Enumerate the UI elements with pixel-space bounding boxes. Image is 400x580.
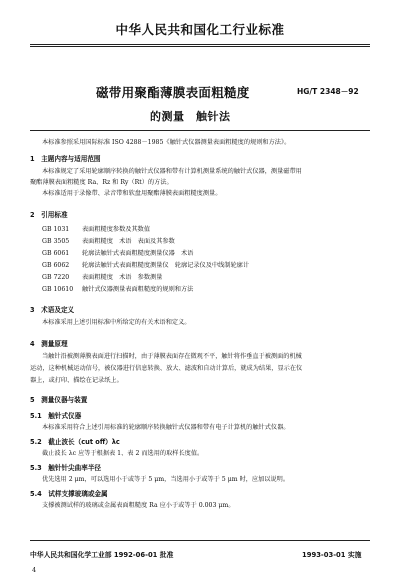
clause-5-4-heading: 5.4 试样支撑玻璃或金属 bbox=[30, 490, 108, 498]
title-separator-rule bbox=[30, 130, 370, 131]
clause-5-3-text: 优先选用 2 μm，可以选用小于或等于 5 μm，当选用小于或等于 5 μm 时，应加以说明。 bbox=[42, 476, 290, 483]
section-4-paragraph-line-2: 运动，这种机械运动信号，被仪器进行信息转换、放大、滤波和自动计算后，就成为结果，显示在仪 bbox=[30, 365, 303, 372]
header-double-rule bbox=[30, 44, 370, 47]
reference-title: 表面粗糙度参数及其数值 bbox=[82, 226, 151, 233]
section-3-paragraph: 本标准采用上述引用标准中所给定的有关术语和定义。 bbox=[42, 319, 191, 326]
section-1-heading: 1 主题内容与适用范围 bbox=[30, 155, 101, 163]
approval-statement: 中华人民共和国化学工业部 1992-06-01 批准 bbox=[30, 551, 174, 559]
reference-title: 轮廓法触针式表面粗糙度测量仪器 术语 bbox=[82, 250, 194, 257]
clause-5-2-text: 截止波长 λc 应等于根据表 1、表 2 而选用的取样长度值。 bbox=[42, 450, 204, 457]
reference-title: 表面粗糙度 术语 参数测量 bbox=[82, 274, 163, 281]
reference-code: GB 6062 bbox=[42, 262, 70, 269]
reference-item bbox=[42, 248, 193, 257]
standard-category-header: 中华人民共和国化工行业标准 bbox=[115, 22, 285, 37]
reference-title: 轮廓法触针式表面粗糙度测量仪 轮廓记录仪及中线制轮廓计 bbox=[82, 262, 250, 269]
clause-5-3-heading: 5.3 触针针尖曲率半径 bbox=[30, 464, 102, 472]
reference-code: GB 6061 bbox=[42, 250, 70, 257]
reference-item bbox=[42, 236, 175, 245]
reference-title: 表面粗糙度 术语 表面及其参数 bbox=[82, 238, 175, 245]
reference-code: GB 10610 bbox=[42, 286, 74, 293]
reference-title: 触针式仪器测量表面粗糙度的规则和方法 bbox=[82, 286, 194, 293]
clause-5-4-text: 支撑被测试样的玻璃或金属表面粗糙度 Ra 应小于或等于 0.003 μm。 bbox=[42, 502, 235, 509]
section-5-heading: 5 测量仪器与装置 bbox=[30, 396, 88, 404]
clause-5-2-heading: 5.2 截止波长（cut off）λc bbox=[30, 438, 120, 446]
section-1-paragraph-1-line-1: 本标准规定了采用轮廓顺序转换的触针式仪器和带有计算机测量系统的触针式仪器，测量磁带用 bbox=[42, 168, 302, 175]
reference-code: GB 3505 bbox=[42, 238, 70, 245]
standard-number: HG/T 2348－92 bbox=[297, 87, 359, 96]
document-title-main: 磁带用聚酯薄膜表面粗糙度 bbox=[96, 85, 250, 100]
reference-item bbox=[42, 260, 249, 269]
section-1-paragraph-2: 本标准适用于录像带、录音带和软盘用聚酯薄膜表面粗糙度测量。 bbox=[42, 190, 222, 197]
section-1-paragraph-1-line-2: 聚酯薄膜表面粗糙度 Ra、Rz 和 Ry（Rt）的方法。 bbox=[30, 179, 173, 186]
section-4-heading: 4 测量原理 bbox=[30, 340, 68, 348]
reference-code: GB 1031 bbox=[42, 226, 70, 233]
footer-rule bbox=[30, 540, 370, 541]
section-3-heading: 3 术语及定义 bbox=[30, 306, 75, 314]
clause-5-1-text: 本标准采用符合上述引用标准的轮廓顺序转换触针式仪器和带有电子计算机的触针式仪器。 bbox=[42, 424, 290, 431]
document-title-sub: 的测量 触针法 bbox=[150, 110, 231, 123]
clause-5-1-heading: 5.1 触针式仪器 bbox=[30, 412, 82, 420]
reference-item bbox=[42, 224, 150, 233]
section-4-paragraph-line-3: 器上，或打印、描绘在记录纸上。 bbox=[30, 377, 123, 384]
intro-paragraph: 本标准参照采用国际标准 ISO 4288－1985《触针式仪器测量表面粗糙度的规则和方法》。 bbox=[42, 139, 291, 146]
reference-item bbox=[42, 272, 162, 281]
reference-code: GB 7220 bbox=[42, 274, 70, 281]
section-2-heading: 2 引用标准 bbox=[30, 211, 68, 219]
page-number: 4 bbox=[32, 566, 37, 574]
section-4-paragraph-line-1: 当触针沿被测薄膜表面进行扫描时，由于薄膜表面存在微观不平，触针将作垂直于被测面的机械 bbox=[42, 353, 302, 360]
implementation-date: 1993-03-01 实施 bbox=[302, 551, 362, 559]
reference-item bbox=[42, 284, 193, 293]
